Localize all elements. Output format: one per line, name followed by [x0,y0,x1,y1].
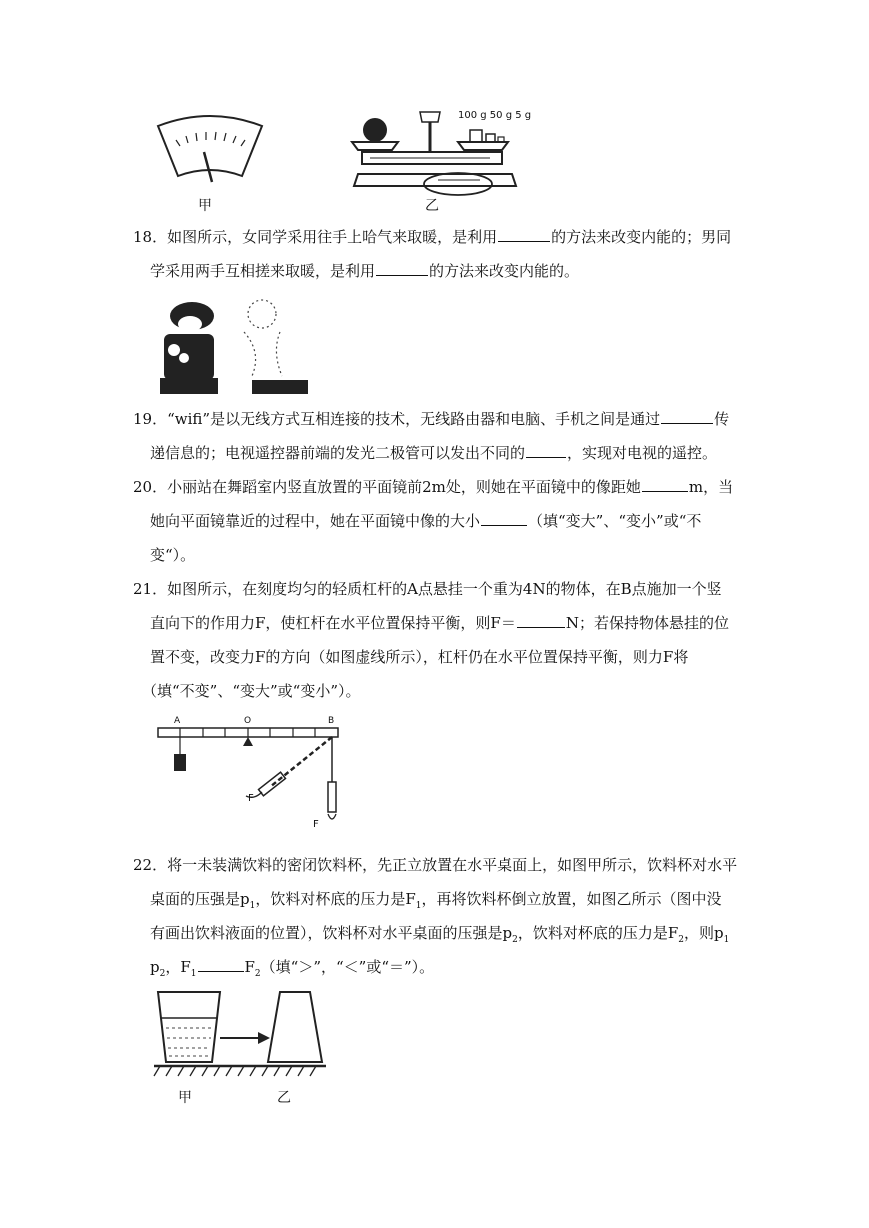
lever-point-a: A [174,716,181,726]
q21-text-3: 置不变，改变力F的方向（如图虚线所示），杠杆仍在水平位置保持平衡，则力F将 [150,648,689,666]
q20-line-3 [150,545,195,565]
q22-text-3c: ，则p [684,924,724,942]
q22-line-4 [150,957,434,984]
lever-figure [150,712,360,837]
q21-line-1 [133,579,722,599]
q19-text-1a: 19．“wifi”是以无线方式互相连接的技术，无线路由器和电脑、手机之间是通过 [133,410,661,428]
q19-line-1 [133,409,729,429]
q22-text-4c: F [244,958,255,976]
q22-line-2 [150,889,722,916]
q21-line-2 [150,613,729,633]
q19-blank-2[interactable] [526,443,566,458]
q21-blank-1[interactable] [517,613,565,628]
q20-text-2a: 她向平面镜靠近的过程中，她在平面镜中像的大小 [150,512,481,530]
q18-line-2 [150,261,579,281]
lever-force-label-1: F [248,793,254,804]
q18-line-1 [133,227,731,247]
q21-line-3 [150,647,688,667]
q20-blank-2[interactable] [481,511,527,526]
q21-text-1: 21．如图所示，在刻度均匀的轻质杠杆的A点悬挂一个重为4N的物体，在B点施加一个竖 [133,580,722,598]
q18-blank-1[interactable] [498,227,550,242]
q19-text-2a: 递信息的；电视遥控器前端的发光二极管可以发出不同的 [150,444,526,462]
q22-line-3 [150,923,729,950]
q20-line-1 [133,477,733,497]
q22-sub-p1: 1 [249,901,256,911]
q22-sub-f2b: 2 [254,969,261,979]
lever-point-o: O [244,716,252,726]
q18-text-2a: 学采用两手互相搓来取暖，是利用 [150,262,376,280]
cups-label-left: 甲 [178,1090,192,1106]
q21-line-4 [142,681,361,701]
balance-weights: 100 g 50 g 5 g [458,110,532,121]
q22-blank-1[interactable] [198,957,244,972]
gauge-label: 甲 [198,198,212,214]
q19-blank-1[interactable] [661,409,713,424]
q22-sub-f1: 1 [415,901,422,911]
q22-text-3a: 有画出饮料液面的位置），饮料杯对水平桌面的压强是p [150,924,513,942]
q18-text-1b: 的方法来改变内能的；男同 [551,228,732,246]
q19-text-2b: ，实现对电视的遥控。 [567,444,718,462]
q19-text-1b: 传 [714,410,730,428]
gauge-figure [150,112,270,192]
q20-text-1a: 20．小丽站在舞蹈室内竖直放置的平面镜前2m处，则她在平面镜中的像距她 [133,478,641,496]
q22-text-3b: ，饮料对杯底的压力是F [517,924,679,942]
q18-text-2b: 的方法来改变内能的。 [429,262,580,280]
q22-sub-p2: 2 [512,935,518,945]
q22-line-1 [133,855,737,875]
q22-sub-p1b: 1 [723,935,730,945]
lever-point-b: B [328,716,335,726]
q20-text-2b: （填“变大”、“变小”或“不 [528,512,702,530]
q20-blank-1[interactable] [642,477,688,492]
cups-figure [150,986,330,1082]
q22-sub-f2: 2 [678,935,684,945]
balance-label: 乙 [425,198,439,214]
q22-text-4a: p [150,958,160,976]
q20-text-3: 变“）。 [150,546,196,564]
q20-text-1b: m，当 [688,478,734,496]
hand-warming-figure [152,292,312,397]
q21-text-2a: 直向下的作用力F，使杠杆在水平位置保持平衡，则F＝ [150,614,516,632]
q18-blank-2[interactable] [376,261,428,276]
q21-text-4: （填“不变”、“变大”或“变小”）。 [142,682,361,700]
q22-text-4b: ，F [165,958,191,976]
q22-sub-f1b: 1 [190,969,197,979]
q22-text-2a: 桌面的压强是p [150,890,250,908]
q18-text-1a: 18．如图所示，女同学采用往手上哈气来取暖，是利用 [133,228,498,246]
cups-label-right: 乙 [277,1090,291,1106]
q22-text-1: 22．将一未装满饮料的密闭饮料杯，先正立放置在水平桌面上，如图甲所示，饮料杯对水平 [133,856,738,874]
q21-text-2b: N；若保持物体悬挂的位 [565,614,729,632]
q22-text-4d: （填“＞”，“＜”或“＝”）。 [260,958,435,976]
q22-text-2b: ，饮料对杯底的压力是F [255,890,416,908]
lever-force-label-2: F [313,819,319,830]
q22-sub-p2b: 2 [159,969,166,979]
q22-text-2c: ，再将饮料杯倒立放置，如图乙所示（图中没 [421,890,722,908]
q19-line-2 [150,443,717,463]
q20-line-2 [150,511,701,531]
